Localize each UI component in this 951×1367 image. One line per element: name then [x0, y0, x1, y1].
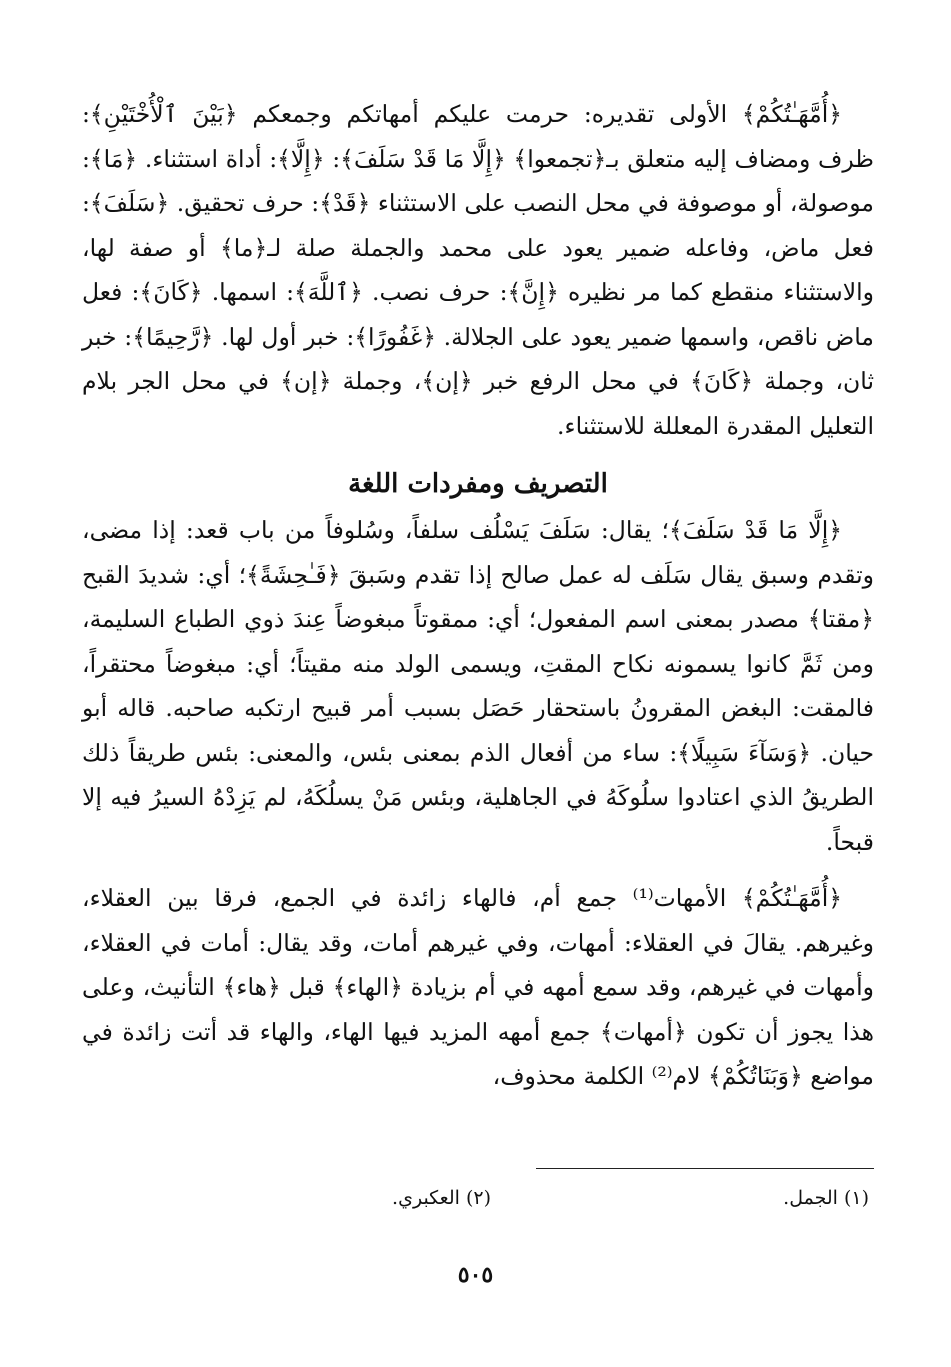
page-body	[82, 92, 874, 1099]
footnote-2: (٢) العكبري.	[392, 1187, 491, 1209]
paragraph-tasrif-2: ﴿أُمَّهَـٰتُكُمْ﴾ الأمهات⁽¹⁾ جمع أم، فالهاء زائدة في الجمع، فرقا بين العقلاء، وغيرهم. يقالَ في العقلاء: أمهات، وفي غيرهم أمات، وقد يقال: أمات في العقلاء، وأمهات في غيرهم، وقد سمع أمهه في أم بزيادة ﴿الهاء﴾ قبل ﴿هاء﴾ التأنيث، وعلى هذا يجوز أن تكون ﴿أمهات﴾ جمع أمهه المزيد فيها الهاء، والهاء قد أتت زائدة في مواضع ﴿وَبَنَاتُكُمْ﴾ لام⁽²⁾ الكلمة محذوف،	[82, 884, 874, 1090]
footnote-1: (١) الجمل.	[783, 1187, 869, 1209]
paragraph-tasrif-1: ﴿إِلَّا مَا قَدْ سَلَفَ﴾؛ يقال: سَلَفَ يَسْلُف سلفاً، وسُلوفاً من باب قعد: إذا مضى، وتقدم وسبق يقال سَلَف له عمل صالح إذا تقدم وسَبقَ ﴿فَـٰحِشَةً﴾؛ أي: شديدَ القبح ﴿مقتا﴾ مصدر بمعنى اسم المفعول؛ أي: ممقوتاً مبغوضاً عِندَ ذوي الطباع السليمة، ومن ثَمَّ كانوا يسمونه نكاح المقتِ، ويسمى الولد منه مقيتاً؛ أي: مبغوضاً محتقراً، فالمقت: البغض المقرونُ باستحقار حَصَل بسبب أمر قبيح ارتكبه صاحبه. قاله أبو حيان. ﴿وَسَآءَ سَبِيلًا﴾: ساء من أفعال الذم بمعنى بئس، والمعنى: بئس طريقاً ذلك الطريقُ الذي اعتادوا سلُوكَهُ في الجاهلية، وبئس مَنْ يسلُكَهُ، لم يَزِدْهُ السيرُ فيه إلا قبحاً.	[82, 516, 874, 856]
section-heading: التصريف ومفردات اللغة	[348, 469, 608, 499]
paragraph-irab: ﴿أُمَّهَـٰتُكُمْ﴾ الأولى تقديره: حرمت عليكم أمهاتكم وجمعكم ﴿بَيْنَ ٱلْأُخْتَيْنِ﴾: ظرف ومضاف إليه متعلق بـ﴿تجمعوا﴾ ﴿إِلَّا مَا قَدْ سَلَفَ﴾: ﴿إِلَّا﴾: أداة استثناء. ﴿مَا﴾: موصولة، أو موصوفة في محل النصب على الاستثناء ﴿قَدْ﴾: حرف تحقيق. ﴿سَلَفَ﴾: فعل ماض، وفاعله ضمير يعود على محمد والجملة صلة لـ﴿ما﴾ أو صفة لها، والاستثناء منقطع كما مر نظيره ﴿إِنَّ﴾: حرف نصب. ﴿ٱللَّهَ﴾: اسمها. ﴿كَانَ﴾: فعل ماض ناقص، واسمها ضمير يعود على الجلالة. ﴿غَفُورًا﴾: خبر أول لها. ﴿رَّحِيمًا﴾: خبر ثان، وجملة ﴿كَانَ﴾ في محل الرفع خبر ﴿إن﴾، وجملة ﴿إن﴾ في محل الجر بلام التعليل المقدرة المعللة للاستثناء.	[82, 100, 874, 440]
footnote-divider	[536, 1168, 874, 1169]
page-number: ٥٠٥	[457, 1262, 494, 1288]
